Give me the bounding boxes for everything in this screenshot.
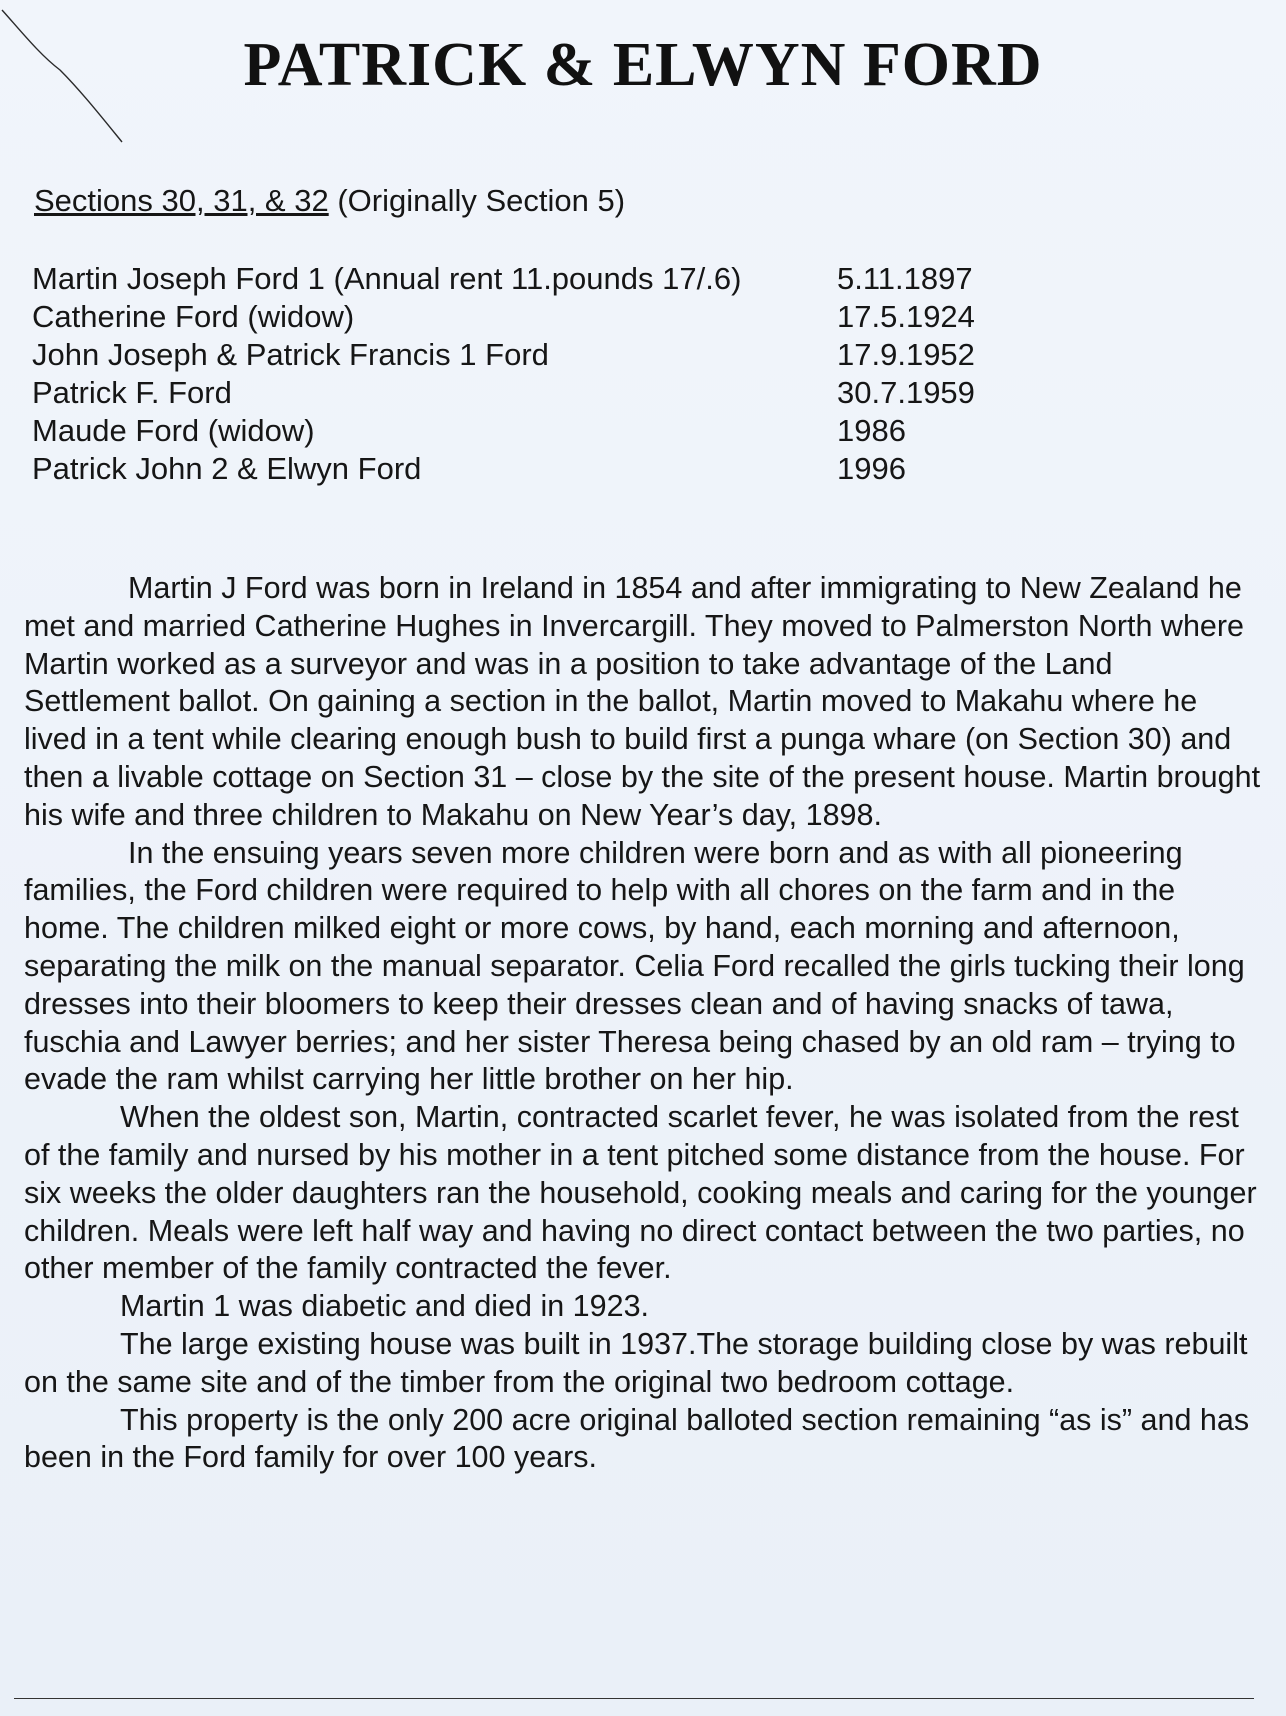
paragraph-scarlet-fever: When the oldest son, Martin, contracted scarlet fever, he was isolated from the rest of the family and nursed by his mother in a tent pitched some distance from the house. For six weeks the older daughters ran the household, cooking meals and caring for the younger children. Meals were left half way and having no direct contact between the two parties, no other member of the family contracted the fever.: [24, 1100, 1257, 1286]
owner-row: [32, 336, 1032, 374]
owner-row: [32, 412, 1032, 450]
owner-row: [32, 450, 1032, 488]
paragraph-death: Martin 1 was diabetic and died in 1923.: [120, 1289, 649, 1324]
owner-date: 1986: [837, 413, 906, 448]
sections-heading: [34, 183, 625, 219]
sections-note: (Originally Section 5): [328, 183, 626, 218]
ownership-list: [32, 260, 1032, 488]
paragraph-arrival: Martin J Ford was born in Ireland in 1854 and after immigrating to New Zealand he met and married Catherine Hughes in Invercargill. They moved to Palmerston North where Martin worked as a surveyor and was in a position to take advantage of the Land Settlement ballot. On gaining a section in the ballot, Martin moved to Makahu where he lived in a tent while clearing enough bush to build first a punga whare (on Section 30) and then a livable cottage on Section 31 – close by the site of the present house. Martin brought his wife and three children to Makahu on New Year’s day, 1898.: [24, 571, 1261, 832]
paragraph-house: The large existing house was built in 1937.The storage building close by was rebuilt on the same site and of the timber from the original two bedroom cottage.: [24, 1326, 1248, 1399]
owner-name: Catherine Ford (widow): [32, 299, 355, 334]
owner-date: 1996: [837, 451, 906, 486]
bottom-divider: [14, 1698, 1254, 1699]
owner-date: 17.5.1924: [837, 299, 975, 334]
history-text: [24, 570, 1264, 1477]
paragraph-children: In the ensuing years seven more children were born and as with all pioneering families, the Ford children were required to help with all chores on the farm and in the home. The children milked eight or more cows, by hand, each morning and afternoon, separating the milk on the manual separator. Celia Ford recalled the girls tucking their long dresses into their bloomers to keep their dresses clean and of having snacks of tawa, fuschia and Lawyer berries; and her sister Theresa being chased by an old ram – trying to evade the ram whilst carrying her little brother on her hip.: [24, 835, 1245, 1097]
owner-name: Patrick John 2 & Elwyn Ford: [32, 451, 422, 486]
owner-row: [32, 374, 1032, 412]
owner-row: [32, 298, 1032, 336]
page-title: PATRICK & ELWYN FORD: [243, 31, 1043, 99]
owner-date: 17.9.1952: [837, 337, 975, 372]
owner-name: Martin Joseph Ford 1 (Annual rent 11.pounds 17/.6): [32, 261, 742, 296]
owner-date: 5.11.1897: [837, 261, 973, 296]
owner-row: [32, 260, 1032, 298]
owner-name: John Joseph & Patrick Francis 1 Ford: [32, 337, 549, 372]
owner-name: Patrick F. Ford: [32, 375, 232, 410]
owner-name: Maude Ford (widow): [32, 413, 315, 448]
owner-date: 30.7.1959: [837, 375, 975, 410]
paragraph-property: This property is the only 200 acre original balloted section remaining “as is” and has been in the Ford family for over 100 years.: [24, 1402, 1250, 1475]
sections-underlined: Sections 30, 31, & 32: [34, 183, 329, 218]
